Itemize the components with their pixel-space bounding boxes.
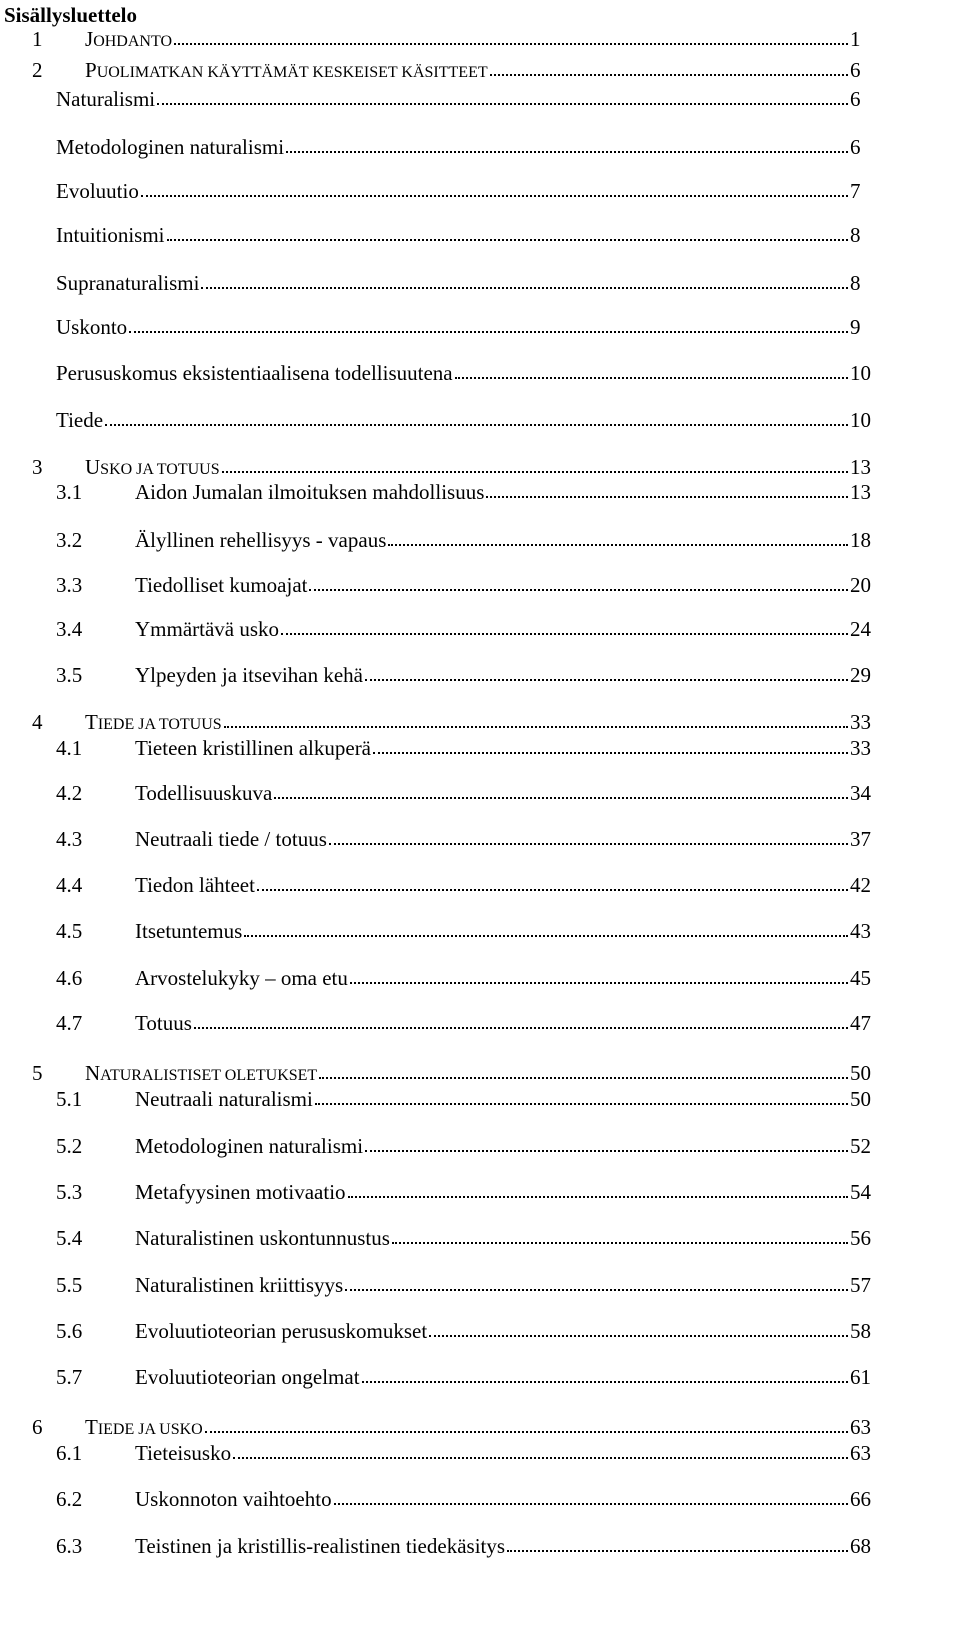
toc-entry-title: Teistinen ja kristillis-realistinen tiedekäsitys bbox=[135, 1534, 506, 1558]
toc-entry-title: Älyllinen rehellisyys - vapaus bbox=[135, 528, 387, 552]
toc-leader-dots bbox=[329, 843, 848, 845]
toc-title: Sisällysluettelo bbox=[4, 3, 138, 27]
toc-entry[interactable] bbox=[0, 778, 960, 808]
toc-entry[interactable] bbox=[0, 1531, 960, 1561]
toc-leader-dots bbox=[373, 752, 848, 754]
toc-entry[interactable] bbox=[0, 1008, 960, 1038]
toc-entry-page: 52 bbox=[850, 1134, 871, 1158]
toc-entry-number: 3.3 bbox=[56, 573, 83, 597]
toc-entry-title: Uskonnoton vaihtoehto bbox=[135, 1487, 332, 1511]
toc-entry-number: 4.1 bbox=[56, 736, 83, 760]
toc-entry[interactable] bbox=[0, 1270, 960, 1300]
toc-leader-dots bbox=[129, 331, 848, 333]
toc-entry-title-initial: J bbox=[85, 27, 94, 51]
toc-entry[interactable] bbox=[0, 963, 960, 993]
toc-entry[interactable] bbox=[0, 614, 960, 644]
toc-entry-title: Itsetuntemus bbox=[135, 919, 243, 943]
toc-entry[interactable] bbox=[0, 525, 960, 555]
toc-entry-title-rest: OHDANTO bbox=[93, 33, 172, 50]
toc-entry-title: Supranaturalismi bbox=[56, 271, 200, 295]
toc-leader-dots bbox=[362, 1381, 848, 1383]
toc-entry-title: Totuus bbox=[135, 1011, 192, 1035]
toc-entry-title: Ymmärtävä usko bbox=[135, 617, 280, 641]
toc-entry-page: 10 bbox=[850, 408, 871, 432]
toc-entry-number: 6 bbox=[32, 1415, 43, 1439]
toc-leader-dots bbox=[286, 151, 848, 153]
toc-entry-number: 4 bbox=[32, 710, 43, 734]
toc-entry-title-initial: T bbox=[85, 1415, 98, 1439]
toc-leader-dots bbox=[257, 889, 848, 891]
toc-entry[interactable] bbox=[0, 1484, 960, 1514]
toc-entry-page: 45 bbox=[850, 966, 871, 990]
toc-entry-title: Naturalismi bbox=[56, 87, 156, 111]
toc-leader-dots bbox=[348, 1196, 848, 1198]
toc-entry-page: 10 bbox=[850, 361, 871, 385]
toc-entry[interactable] bbox=[0, 660, 960, 690]
toc-entry-title-rest: ATURALISTISET OLETUKSET bbox=[100, 1067, 318, 1084]
toc-leader-dots bbox=[157, 103, 848, 105]
toc-entry[interactable] bbox=[0, 358, 960, 388]
toc-leader-dots bbox=[105, 424, 848, 426]
toc-entry-title: Naturalistinen kriittisyys bbox=[135, 1273, 344, 1297]
toc-entry-title: Neutraali tiede / totuus bbox=[135, 827, 327, 851]
toc-entry[interactable] bbox=[0, 220, 960, 250]
toc-entry-title-rest: IEDE JA USKO bbox=[97, 1421, 203, 1438]
toc-leader-dots bbox=[486, 496, 848, 498]
toc-entry-title: Arvostelukyky – oma etu bbox=[135, 966, 348, 990]
toc-entry-title: Evoluutioteorian ongelmat bbox=[135, 1365, 360, 1389]
toc-entry-title: Ylpeyden ja itsevihan kehä bbox=[135, 663, 364, 687]
toc-entry-number: 5.5 bbox=[56, 1273, 83, 1297]
toc-entry-title: Tiedon lähteet bbox=[135, 873, 255, 897]
toc-entry-page: 42 bbox=[850, 873, 871, 897]
toc-leader-dots bbox=[319, 1077, 848, 1079]
toc-entry[interactable] bbox=[0, 84, 960, 114]
toc-entry-number: 3.5 bbox=[56, 663, 83, 687]
toc-leader-dots bbox=[222, 471, 848, 473]
toc-leader-dots bbox=[365, 679, 848, 681]
toc-entry[interactable] bbox=[0, 55, 960, 85]
toc-entry-page: 37 bbox=[850, 827, 871, 851]
toc-leader-dots bbox=[224, 726, 848, 728]
toc-leader-dots bbox=[281, 633, 848, 635]
toc-leader-dots bbox=[345, 1289, 848, 1291]
toc-entry-page: 58 bbox=[850, 1319, 871, 1343]
toc-entry-title: Uskonto bbox=[56, 315, 128, 339]
toc-entry-title: Metafyysinen motivaatio bbox=[135, 1180, 346, 1204]
toc-entry-page: 33 bbox=[850, 736, 871, 760]
toc-leader-dots bbox=[507, 1550, 848, 1552]
toc-entry-number: 3.2 bbox=[56, 528, 83, 552]
toc-entry[interactable] bbox=[0, 570, 960, 600]
toc-entry-page: 8 bbox=[850, 271, 861, 295]
toc-entry-number: 5 bbox=[32, 1061, 43, 1085]
toc-entry[interactable] bbox=[0, 477, 960, 507]
toc-entry-page: 13 bbox=[850, 480, 871, 504]
toc-leader-dots bbox=[167, 239, 848, 241]
toc-entry-page: 50 bbox=[850, 1087, 871, 1111]
toc-entry[interactable] bbox=[0, 1223, 960, 1253]
toc-entry-page: 7 bbox=[850, 179, 861, 203]
toc-entry[interactable] bbox=[0, 132, 960, 162]
toc-leader-dots bbox=[194, 1027, 848, 1029]
toc-entry-title-rest: IEDE JA TOTUUS bbox=[97, 716, 222, 733]
toc-entry[interactable] bbox=[0, 916, 960, 946]
toc-entry-number: 6.3 bbox=[56, 1534, 83, 1558]
toc-leader-dots bbox=[429, 1335, 848, 1337]
toc-entry-title: Tieteen kristillinen alkuperä bbox=[135, 736, 372, 760]
toc-entry-number: 4.5 bbox=[56, 919, 83, 943]
toc-entry-page: 24 bbox=[850, 617, 871, 641]
toc-entry-page: 43 bbox=[850, 919, 871, 943]
toc-entry-title: Tiede bbox=[56, 408, 104, 432]
toc-entry-number: 4.7 bbox=[56, 1011, 83, 1035]
toc-entry-number: 3 bbox=[32, 455, 43, 479]
toc-entry[interactable] bbox=[0, 1362, 960, 1392]
toc-leader-dots bbox=[174, 43, 848, 45]
toc-entry-page: 18 bbox=[850, 528, 871, 552]
toc-entry-title: Aidon Jumalan ilmoituksen mahdollisuus bbox=[135, 480, 485, 504]
toc-leader-dots bbox=[274, 797, 848, 799]
toc-entry-number: 5.3 bbox=[56, 1180, 83, 1204]
toc-entry[interactable] bbox=[0, 1438, 960, 1468]
toc-entry-number: 5.7 bbox=[56, 1365, 83, 1389]
toc-leader-dots bbox=[233, 1457, 848, 1459]
toc-entry-title: Evoluutioteorian perususkomukset bbox=[135, 1319, 428, 1343]
toc-entry-page: 1 bbox=[850, 27, 861, 51]
toc-entry-number: 1 bbox=[32, 27, 43, 51]
toc-leader-dots bbox=[392, 1242, 848, 1244]
toc-entry-page: 54 bbox=[850, 1180, 871, 1204]
toc-entry-number: 4.4 bbox=[56, 873, 83, 897]
toc-entry[interactable] bbox=[0, 733, 960, 763]
toc-entry-title: Tieteisusko bbox=[135, 1441, 232, 1465]
toc-entry-page: 34 bbox=[850, 781, 871, 805]
toc-leader-dots bbox=[388, 544, 848, 546]
toc-entry-number: 5.6 bbox=[56, 1319, 83, 1343]
toc-entry[interactable] bbox=[0, 1316, 960, 1346]
toc-entry-page: 63 bbox=[850, 1415, 871, 1439]
toc-entry[interactable] bbox=[0, 1177, 960, 1207]
toc-entry[interactable] bbox=[0, 312, 960, 342]
toc-leader-dots bbox=[455, 377, 848, 379]
toc-leader-dots bbox=[490, 74, 848, 76]
toc-entry-page: 61 bbox=[850, 1365, 871, 1389]
toc-entry-title: Naturalistinen uskontunnustus bbox=[135, 1226, 390, 1250]
toc-entry-title: Metodologinen naturalismi bbox=[135, 1134, 364, 1158]
toc-entry-number: 5.2 bbox=[56, 1134, 83, 1158]
toc-entry-page: 68 bbox=[850, 1534, 871, 1558]
toc-entry-title: Neutraali naturalismi bbox=[135, 1087, 313, 1111]
toc-leader-dots bbox=[244, 935, 848, 937]
toc-entry-title: Evoluutio bbox=[56, 179, 139, 203]
toc-entry-title bbox=[85, 24, 172, 57]
toc-entry-number: 4.6 bbox=[56, 966, 83, 990]
toc-entry-number: 5.4 bbox=[56, 1226, 83, 1250]
toc-entry-title-initial: U bbox=[85, 455, 101, 479]
toc-entry-number: 5.1 bbox=[56, 1087, 83, 1111]
toc-entry-title: Metodologinen naturalismi bbox=[56, 135, 285, 159]
toc-leader-dots bbox=[350, 982, 848, 984]
toc-entry[interactable] bbox=[0, 824, 960, 854]
toc-entry-title: Perususkomus eksistentiaalisena todellisuutena bbox=[56, 361, 453, 385]
toc-entry-page: 20 bbox=[850, 573, 871, 597]
toc-leader-dots bbox=[315, 1103, 848, 1105]
toc-entry-page: 8 bbox=[850, 223, 861, 247]
toc-entry[interactable] bbox=[0, 1084, 960, 1114]
toc-leader-dots bbox=[334, 1503, 848, 1505]
toc-entry-number: 4.3 bbox=[56, 827, 83, 851]
toc-entry[interactable] bbox=[0, 1131, 960, 1161]
toc-entry-page: 9 bbox=[850, 315, 861, 339]
toc-entry-title: Tiedolliset kumoajat bbox=[135, 573, 308, 597]
toc-entry-page: 13 bbox=[850, 455, 871, 479]
toc-leader-dots bbox=[309, 589, 848, 591]
toc-leader-dots bbox=[141, 195, 848, 197]
toc-entry-page: 6 bbox=[850, 58, 861, 82]
toc-entry-number: 3.1 bbox=[56, 480, 83, 504]
toc-leader-dots bbox=[205, 1431, 848, 1433]
toc-entry-page: 57 bbox=[850, 1273, 871, 1297]
toc-entry-number: 2 bbox=[32, 58, 43, 82]
toc-entry-number: 6.1 bbox=[56, 1441, 83, 1465]
toc-entry[interactable] bbox=[0, 176, 960, 206]
toc-entry-title-rest: UOLIMATKAN KÄYTTÄMÄT KESKEISET KÄSITTEET bbox=[96, 64, 488, 81]
toc-entry[interactable] bbox=[0, 268, 960, 298]
toc-entry[interactable] bbox=[0, 405, 960, 435]
toc-entry-page: 33 bbox=[850, 710, 871, 734]
toc-entry-title: Todellisuuskuva bbox=[135, 781, 273, 805]
toc-entry-page: 63 bbox=[850, 1441, 871, 1465]
toc-leader-dots bbox=[365, 1150, 848, 1152]
toc-entry-title-rest: SKO JA TOTUUS bbox=[100, 461, 220, 478]
toc-entry-number: 4.2 bbox=[56, 781, 83, 805]
toc-leader-dots bbox=[201, 287, 848, 289]
toc-entry-page: 47 bbox=[850, 1011, 871, 1035]
toc-entry-page: 6 bbox=[850, 87, 861, 111]
toc-entry-page: 29 bbox=[850, 663, 871, 687]
toc-entry-number: 6.2 bbox=[56, 1487, 83, 1511]
toc-entry-title-initial: P bbox=[85, 58, 97, 82]
toc-entry-page: 56 bbox=[850, 1226, 871, 1250]
toc-entry-number: 3.4 bbox=[56, 617, 83, 641]
toc-entry-page: 66 bbox=[850, 1487, 871, 1511]
toc-entry-title-initial: T bbox=[85, 710, 98, 734]
toc-entry-title: Intuitionismi bbox=[56, 223, 165, 247]
toc-entry-title-initial: N bbox=[85, 1061, 101, 1085]
toc-entry[interactable] bbox=[0, 870, 960, 900]
toc-entry[interactable] bbox=[0, 24, 960, 54]
toc-entry-page: 6 bbox=[850, 135, 861, 159]
toc-entry-page: 50 bbox=[850, 1061, 871, 1085]
